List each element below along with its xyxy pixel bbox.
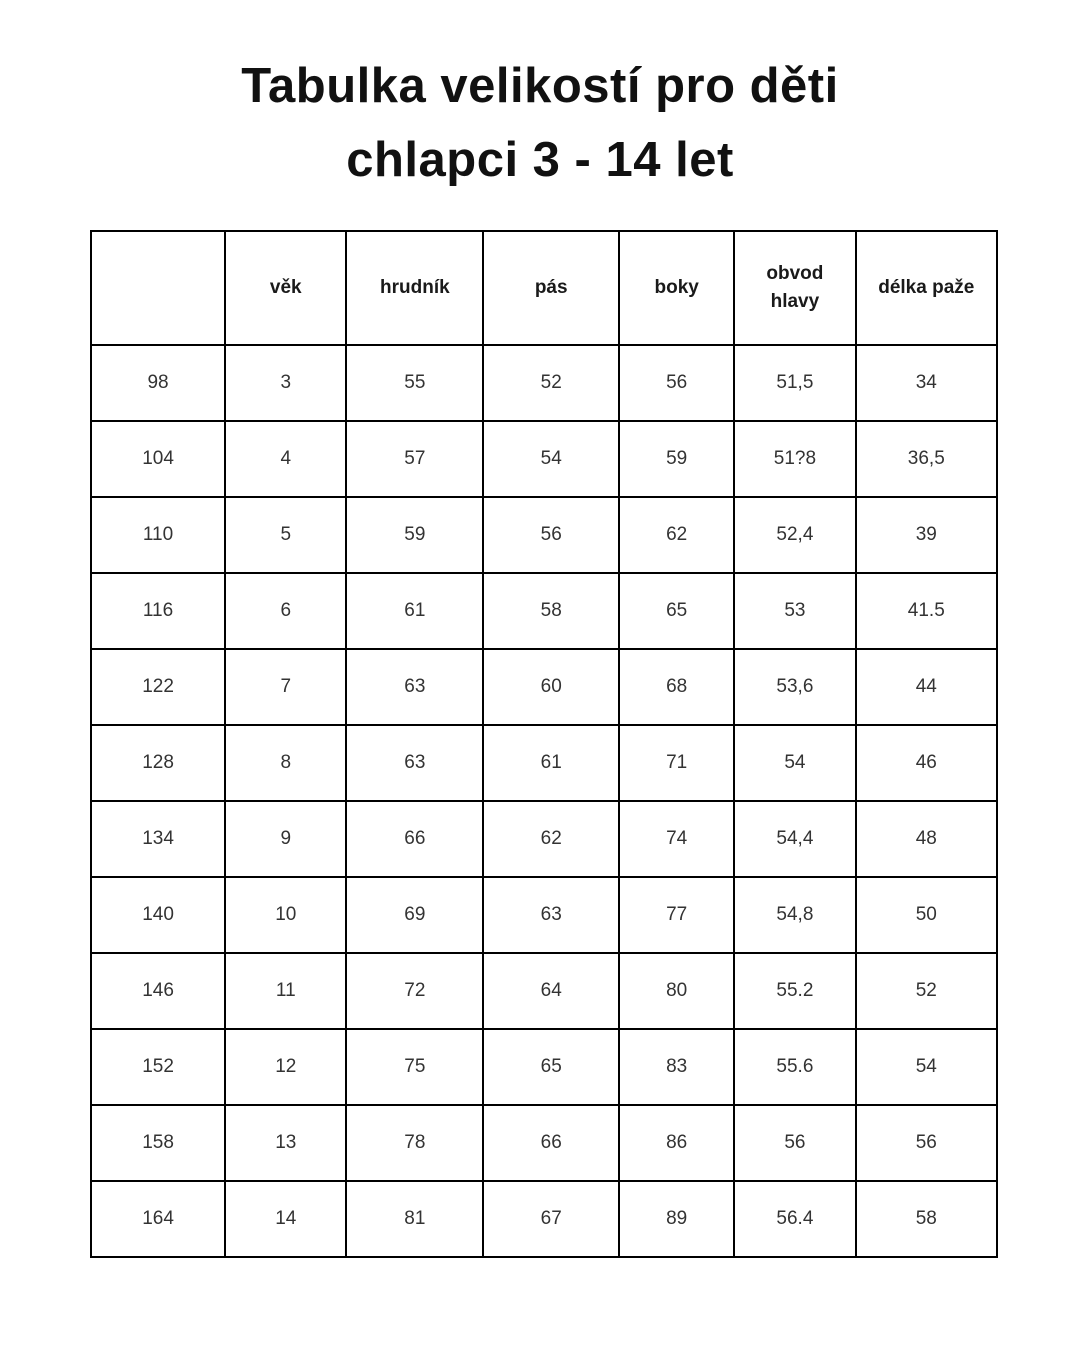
table-cell: 56 — [619, 345, 734, 421]
table-cell: 80 — [619, 953, 734, 1029]
column-header: pás — [483, 231, 619, 345]
table-cell: 110 — [91, 497, 225, 573]
table-cell: 59 — [619, 421, 734, 497]
table-cell: 54,8 — [734, 877, 855, 953]
table-cell: 98 — [91, 345, 225, 421]
column-header: obvod hlavy — [734, 231, 855, 345]
column-header — [91, 231, 225, 345]
table-cell: 56.4 — [734, 1181, 855, 1257]
size-table — [90, 230, 998, 1258]
table-cell: 8 — [225, 725, 346, 801]
table-cell: 57 — [346, 421, 483, 497]
table-cell: 51,5 — [734, 345, 855, 421]
table-cell: 134 — [91, 801, 225, 877]
table-row — [91, 725, 997, 801]
table-cell: 9 — [225, 801, 346, 877]
table-cell: 53,6 — [734, 649, 855, 725]
table-row — [91, 1181, 997, 1257]
table-cell: 128 — [91, 725, 225, 801]
table-cell: 56 — [856, 1105, 997, 1181]
table-cell: 4 — [225, 421, 346, 497]
table-row — [91, 953, 997, 1029]
column-header: věk — [225, 231, 346, 345]
page-title-line-1: Tabulka velikostí pro děti — [241, 59, 839, 113]
size-table-header-row — [91, 231, 997, 345]
table-cell: 66 — [346, 801, 483, 877]
size-table-body — [91, 345, 997, 1257]
table-cell: 44 — [856, 649, 997, 725]
table-cell: 146 — [91, 953, 225, 1029]
table-cell: 56 — [483, 497, 619, 573]
table-cell: 61 — [483, 725, 619, 801]
table-cell: 140 — [91, 877, 225, 953]
table-cell: 158 — [91, 1105, 225, 1181]
table-cell: 68 — [619, 649, 734, 725]
table-cell: 41.5 — [856, 573, 997, 649]
size-table-container — [90, 230, 998, 1258]
table-cell: 10 — [225, 877, 346, 953]
table-cell: 63 — [346, 649, 483, 725]
table-cell: 72 — [346, 953, 483, 1029]
table-cell: 64 — [483, 953, 619, 1029]
table-row — [91, 421, 997, 497]
table-cell: 55 — [346, 345, 483, 421]
table-cell: 86 — [619, 1105, 734, 1181]
table-row — [91, 497, 997, 573]
table-cell: 6 — [225, 573, 346, 649]
table-cell: 122 — [91, 649, 225, 725]
table-cell: 65 — [483, 1029, 619, 1105]
table-cell: 11 — [225, 953, 346, 1029]
table-cell: 52 — [856, 953, 997, 1029]
table-cell: 58 — [856, 1181, 997, 1257]
table-cell: 50 — [856, 877, 997, 953]
table-cell: 116 — [91, 573, 225, 649]
column-header: boky — [619, 231, 734, 345]
table-cell: 52,4 — [734, 497, 855, 573]
table-cell: 67 — [483, 1181, 619, 1257]
table-cell: 55.2 — [734, 953, 855, 1029]
table-cell: 39 — [856, 497, 997, 573]
table-cell: 14 — [225, 1181, 346, 1257]
table-cell: 46 — [856, 725, 997, 801]
table-cell: 3 — [225, 345, 346, 421]
table-cell: 5 — [225, 497, 346, 573]
table-cell: 66 — [483, 1105, 619, 1181]
table-cell: 83 — [619, 1029, 734, 1105]
table-row — [91, 649, 997, 725]
table-cell: 48 — [856, 801, 997, 877]
table-cell: 63 — [483, 877, 619, 953]
table-cell: 56 — [734, 1105, 855, 1181]
table-cell: 65 — [619, 573, 734, 649]
table-cell: 13 — [225, 1105, 346, 1181]
column-header: délka paže — [856, 231, 997, 345]
table-cell: 69 — [346, 877, 483, 953]
table-row — [91, 1105, 997, 1181]
table-row — [91, 1029, 997, 1105]
table-cell: 7 — [225, 649, 346, 725]
table-cell: 34 — [856, 345, 997, 421]
table-cell: 12 — [225, 1029, 346, 1105]
page-title-line-2: chlapci 3 - 14 let — [346, 132, 734, 187]
table-cell: 164 — [91, 1181, 225, 1257]
table-cell: 51?8 — [734, 421, 855, 497]
table-row — [91, 345, 997, 421]
table-cell: 54,4 — [734, 801, 855, 877]
table-cell: 54 — [856, 1029, 997, 1105]
table-row — [91, 801, 997, 877]
table-cell: 81 — [346, 1181, 483, 1257]
table-cell: 52 — [483, 345, 619, 421]
table-cell: 55.6 — [734, 1029, 855, 1105]
table-cell: 58 — [483, 573, 619, 649]
table-cell: 62 — [483, 801, 619, 877]
table-cell: 54 — [734, 725, 855, 801]
column-header: hrudník — [346, 231, 483, 345]
table-cell: 89 — [619, 1181, 734, 1257]
table-cell: 59 — [346, 497, 483, 573]
table-cell: 152 — [91, 1029, 225, 1105]
table-cell: 74 — [619, 801, 734, 877]
table-cell: 62 — [619, 497, 734, 573]
table-cell: 60 — [483, 649, 619, 725]
table-cell: 54 — [483, 421, 619, 497]
table-row — [91, 877, 997, 953]
table-cell: 104 — [91, 421, 225, 497]
table-cell: 71 — [619, 725, 734, 801]
table-row — [91, 573, 997, 649]
table-cell: 77 — [619, 877, 734, 953]
table-cell: 61 — [346, 573, 483, 649]
table-cell: 75 — [346, 1029, 483, 1105]
table-cell: 36,5 — [856, 421, 997, 497]
page-title — [0, 0, 1080, 197]
table-cell: 63 — [346, 725, 483, 801]
table-cell: 78 — [346, 1105, 483, 1181]
table-cell: 53 — [734, 573, 855, 649]
